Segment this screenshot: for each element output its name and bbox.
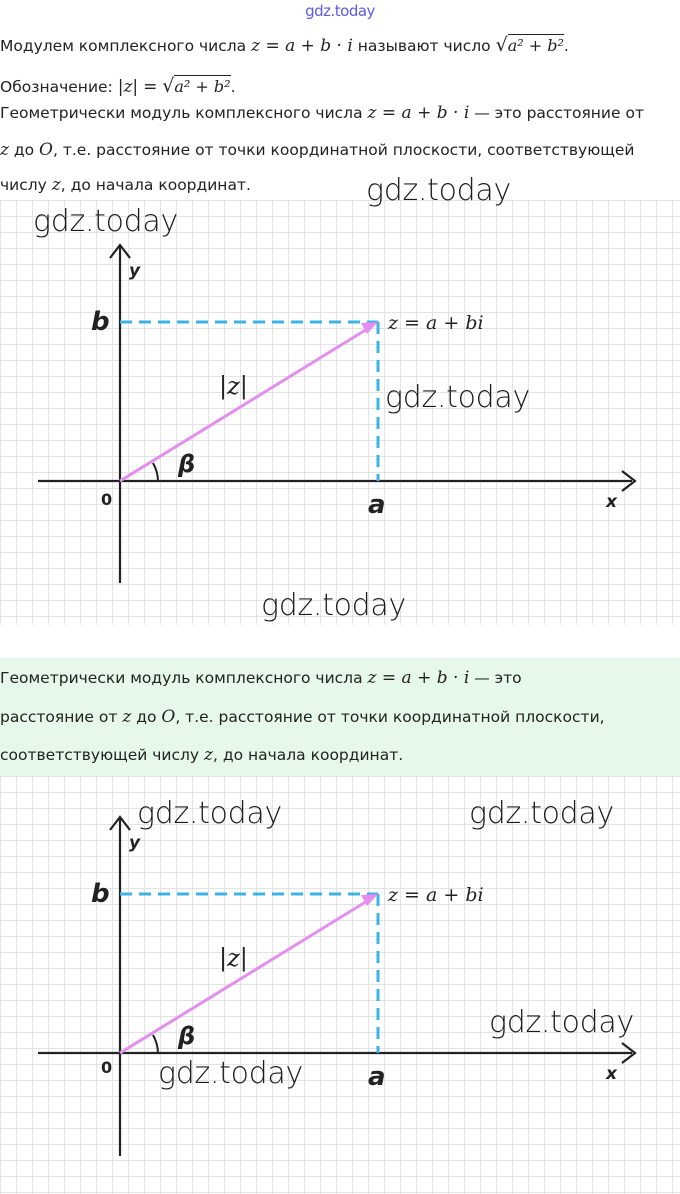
x-axis-label: x <box>606 1064 617 1084</box>
notation-line <box>0 76 236 97</box>
geo-z: z <box>51 175 61 195</box>
definition-line <box>0 35 569 56</box>
diagram-1 <box>0 200 680 625</box>
geo-formula: z = a + b · i <box>367 103 470 123</box>
highlight-text: , т.е. расстояние от точки координатной плоскости, <box>175 708 605 726</box>
b-label: b <box>91 307 110 337</box>
diagram-2 <box>0 776 680 1194</box>
highlight-box <box>0 658 680 776</box>
modulus-vector <box>120 898 372 1053</box>
geo-text: до <box>13 141 35 159</box>
geo-o: O <box>39 140 53 160</box>
highlight-text: соответствующей числу <box>0 746 200 764</box>
sqrt-formula-2: √a² + b² <box>162 75 231 97</box>
notation-label: Обозначение: <box>0 78 113 96</box>
y-axis-label: y <box>129 261 141 281</box>
geo-text: , до начала координат. <box>60 176 251 194</box>
highlight-text: расстояние от <box>0 708 118 726</box>
watermark: gdz.today <box>366 173 511 208</box>
watermark: gdz.today <box>385 380 530 415</box>
sqrt-formula: √a² + b² <box>495 34 564 56</box>
geo-text: — это расстояние от <box>474 104 644 122</box>
modulus-label: |z| <box>219 372 248 400</box>
highlight-text: , до начала координат. <box>213 746 404 764</box>
z-point-label: z = a + bi <box>388 312 484 334</box>
equals-sign: = <box>143 77 158 97</box>
geo-z: z <box>0 140 9 160</box>
watermark: gdz.today <box>158 1056 303 1091</box>
geo-line-3 <box>0 175 251 195</box>
geo-text: Геометрически модуль комплексного числа <box>0 104 363 122</box>
modulus-label: |z| <box>219 944 248 972</box>
site-link[interactable]: gdz.today <box>305 2 375 20</box>
definition-end: . <box>563 37 569 55</box>
x-axis-label: x <box>606 492 617 512</box>
watermark: gdz.today <box>33 204 178 239</box>
highlight-line-3 <box>0 745 403 765</box>
watermark: gdz.today <box>469 796 614 831</box>
z-point-label: z = a + bi <box>388 884 484 906</box>
modulus-vector <box>120 326 372 481</box>
watermark: gdz.today <box>137 796 282 831</box>
angle-label: β <box>178 1022 196 1050</box>
angle-arc <box>153 463 158 481</box>
watermark: gdz.today <box>489 1005 634 1040</box>
definition-text: Модулем комплексного числа <box>0 37 247 55</box>
diagram-2-svg <box>0 776 680 1194</box>
highlight-o: O <box>161 707 176 727</box>
y-axis-label: y <box>129 833 141 853</box>
highlight-text: — это <box>474 669 522 687</box>
b-label: b <box>91 879 110 909</box>
abs-z: |z| <box>117 77 139 97</box>
highlight-z: z <box>122 707 132 727</box>
highlight-line-1 <box>0 668 522 688</box>
origin-label: 0 <box>101 490 113 509</box>
definition-mid: называют число <box>357 37 491 55</box>
a-label: a <box>368 1062 386 1092</box>
geo-text: числу <box>0 176 47 194</box>
geo-line-2 <box>0 140 634 160</box>
geo-line-1 <box>0 103 644 123</box>
highlight-z: z <box>204 745 213 765</box>
geo-text: , т.е. расстояние от точки координатной плоскости, соответствующей <box>52 141 635 159</box>
watermark: gdz.today <box>261 588 406 623</box>
highlight-line-2 <box>0 707 605 727</box>
highlight-text: до <box>136 708 157 726</box>
origin-label: 0 <box>101 1058 113 1077</box>
highlight-text: Геометрически модуль комплексного числа <box>0 669 363 687</box>
highlight-formula: z = a + b · i <box>367 668 470 688</box>
notation-end: . <box>230 78 236 96</box>
complex-number-formula: z = a + b · i <box>251 36 353 56</box>
angle-arc <box>153 1035 158 1053</box>
diagram-1-svg <box>0 200 680 625</box>
a-label: a <box>368 490 386 520</box>
angle-label: β <box>178 450 196 478</box>
